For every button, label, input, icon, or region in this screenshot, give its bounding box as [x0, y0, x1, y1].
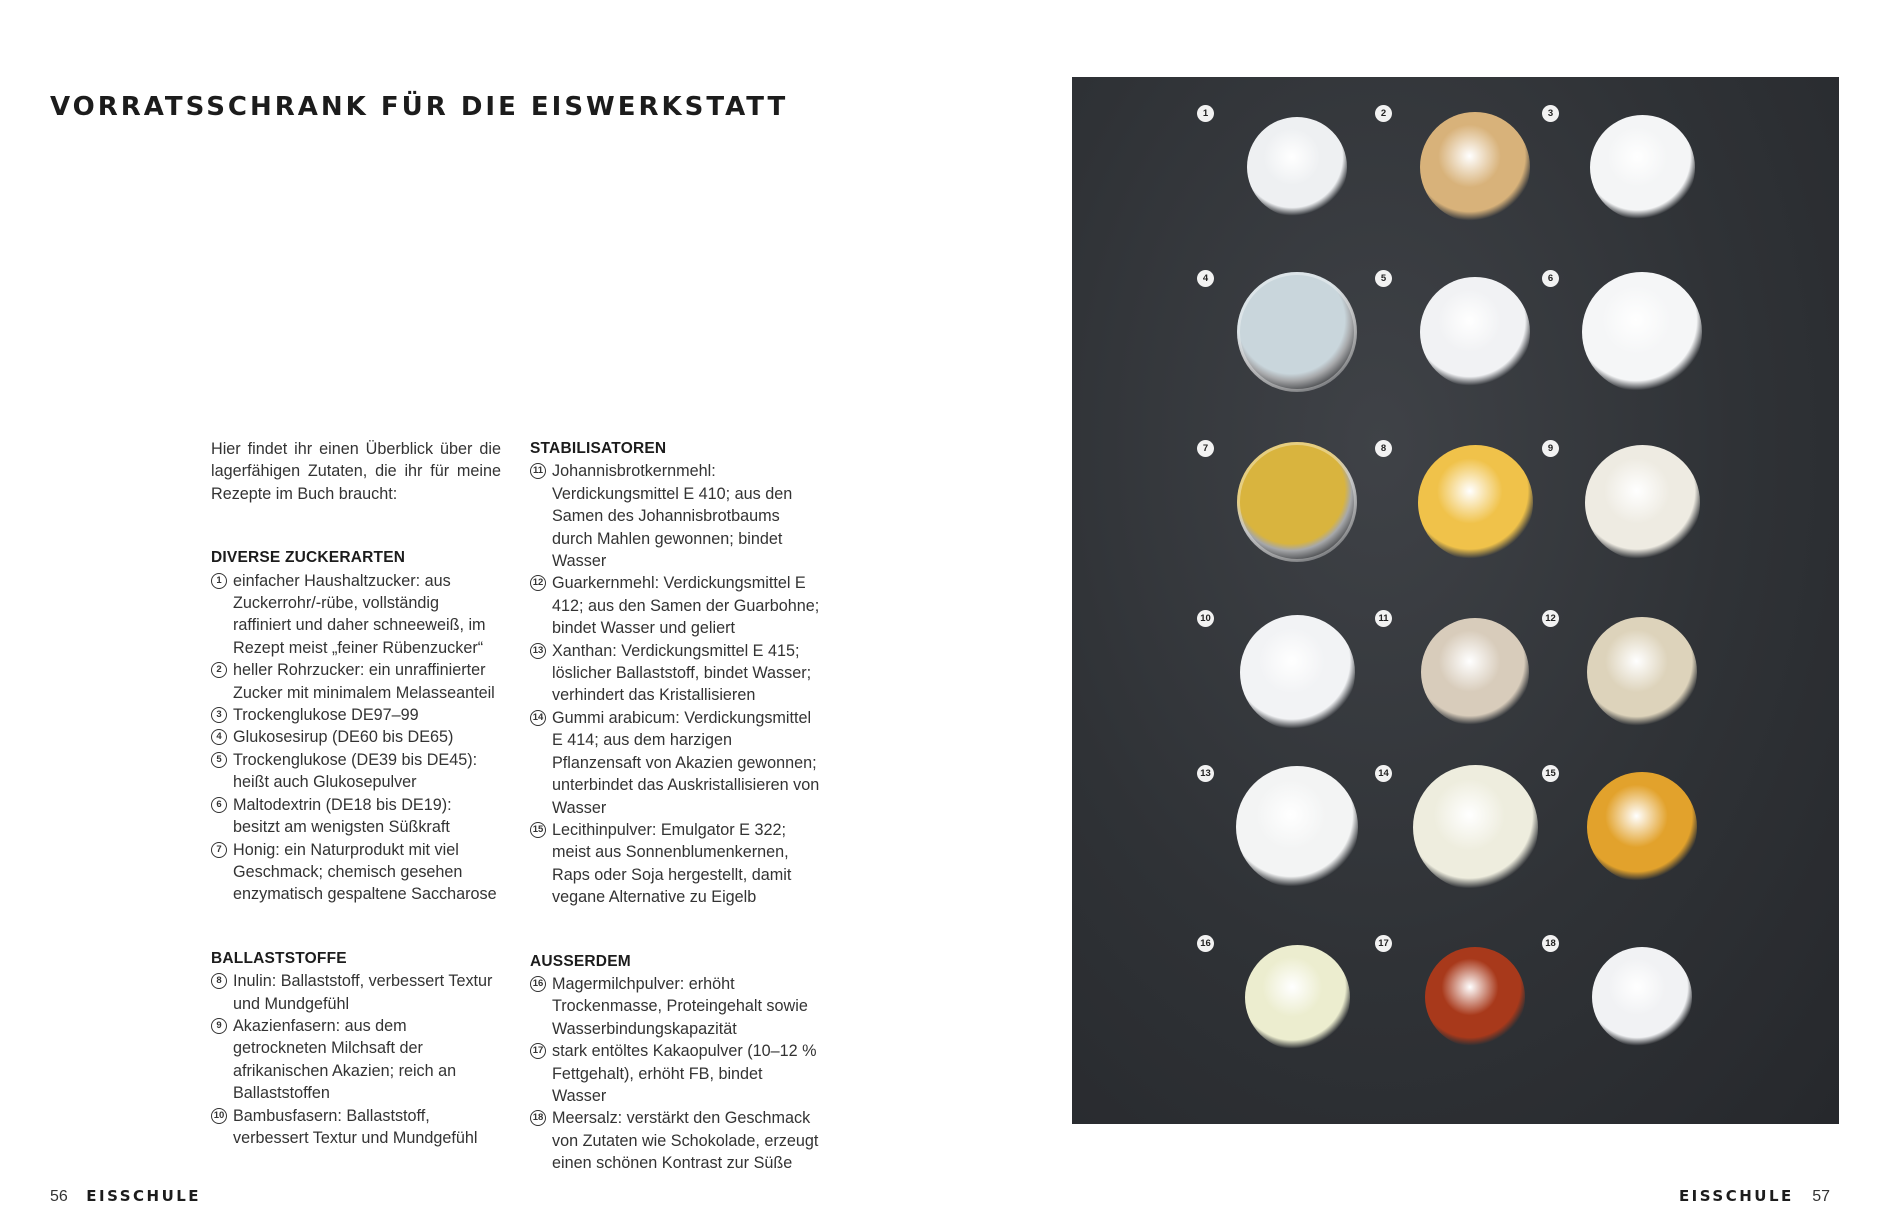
item-text: Honig: ein Naturprodukt mit viel Geschmack; chemisch gesehen enzymatisch gespaltene Saccharose	[233, 840, 497, 904]
ingredient-pile	[1236, 766, 1358, 888]
ingredient-pile	[1418, 445, 1533, 560]
item-text: Guarkernmehl: Verdickungsmittel E 412; aus den Samen der Guarbohne; bindet Wasser und geliert	[552, 574, 820, 638]
ingredient-pile	[1421, 618, 1529, 726]
list-item	[211, 659, 501, 704]
ingredient-number-badge: 10	[1197, 610, 1214, 627]
right-text-column	[530, 438, 820, 1175]
section-stabilisatoren	[530, 438, 820, 909]
item-number-badge: 11	[530, 463, 546, 479]
section-ausserdem	[530, 951, 820, 1175]
list-item	[530, 460, 820, 572]
ingredient-number-badge: 2	[1375, 105, 1392, 122]
page-number-left: 56	[50, 1188, 68, 1205]
footer-brand-right: EISSCHULE	[1678, 1187, 1794, 1205]
item-number-badge: 13	[530, 643, 546, 659]
ingredient-pile	[1590, 115, 1695, 220]
intro-text: Hier findet ihr einen Überblick über die lagerfähigen Zutaten, die ihr für meine Rezepte im Buch braucht:	[211, 440, 501, 503]
list-item	[211, 794, 501, 839]
ingredients-photo	[1072, 77, 1839, 1124]
ingredient-number-badge: 9	[1542, 440, 1559, 457]
list-item	[530, 1107, 820, 1174]
ingredient-pile	[1240, 615, 1355, 730]
item-text: Gummi arabicum: Verdickungsmittel E 414; aus dem harzigen Pflanzensaft von Akazien gewonnen; unterbindet das Auskristallisieren von Wasser	[552, 708, 820, 817]
item-number-badge: 10	[211, 1108, 227, 1124]
list-item	[211, 1105, 501, 1150]
item-text: heller Rohrzucker: ein unraffinierter Zucker mit minimalem Melasseanteil	[233, 661, 495, 702]
ingredient-number-badge: 12	[1542, 610, 1559, 627]
section-heading: BALLASTSTOFFE	[211, 949, 347, 967]
list-item	[211, 970, 501, 1015]
item-text: Akazienfasern: aus dem getrockneten Milchsaft der afrikanischen Akazien; reich an Ballaststoffen	[233, 1016, 457, 1103]
ingredient-number-badge: 1	[1197, 105, 1214, 122]
page-number-right: 57	[1812, 1188, 1830, 1205]
list-item	[211, 704, 501, 726]
ingredient-number-badge: 7	[1197, 440, 1214, 457]
ingredient-pile	[1592, 947, 1692, 1047]
ingredient-pile	[1582, 272, 1702, 392]
item-number-badge: 6	[211, 797, 227, 813]
ingredient-number-badge: 15	[1542, 765, 1559, 782]
list-item	[211, 1015, 501, 1105]
item-number-badge: 18	[530, 1110, 546, 1126]
list-item	[530, 973, 820, 1040]
page-title: VORRATSSCHRANK FÜR DIE EISWERKSTATT	[50, 92, 789, 122]
ingredient-pile	[1425, 947, 1525, 1047]
list-item	[211, 749, 501, 794]
item-text: Inulin: Ballaststoff, verbessert Textur und Mundgefühl	[233, 972, 493, 1013]
ingredient-number-badge: 16	[1197, 935, 1214, 952]
section-heading: AUSSERDEM	[530, 952, 631, 970]
ingredient-number-badge: 13	[1197, 765, 1214, 782]
ingredient-pile	[1247, 117, 1347, 217]
item-number-badge: 3	[211, 707, 227, 723]
list-item	[211, 839, 501, 906]
ingredient-number-badge: 18	[1542, 935, 1559, 952]
list-item	[530, 707, 820, 819]
item-text: Lecithinpulver: Emulgator E 322; meist aus Sonnenblumenkernen, Raps oder Soja hergestellt, damit vegane Alternative zu Eigelb	[552, 820, 792, 907]
item-number-badge: 9	[211, 1018, 227, 1034]
item-text: Meersalz: verstärkt den Geschmack von Zutaten wie Schokolade, erzeugt einen schönen Kontrast zur Süße	[552, 1109, 819, 1173]
item-text: stark entöltes Kakaopulver (10–12 % Fettgehalt), erhöht FB, bindet Wasser	[552, 1042, 817, 1105]
list-item	[530, 1040, 820, 1107]
item-text: Magermilchpulver: erhöht Trockenmasse, Proteingehalt sowie Wasserbindungskapazität	[552, 974, 808, 1038]
list-item	[530, 819, 820, 909]
list-item	[211, 726, 501, 748]
ingredient-number-badge: 8	[1375, 440, 1392, 457]
item-number-badge: 1	[211, 573, 227, 589]
item-number-badge: 5	[211, 752, 227, 768]
item-number-badge: 7	[211, 842, 227, 858]
item-number-badge: 17	[530, 1043, 546, 1059]
item-text: Bambusfasern: Ballaststoff, verbessert Textur und Mundgefühl	[233, 1106, 478, 1147]
item-number-badge: 8	[211, 973, 227, 989]
list-item	[530, 640, 820, 707]
ingredient-pile	[1587, 772, 1697, 882]
ingredient-pile	[1245, 945, 1350, 1050]
footer-brand-left: EISSCHULE	[86, 1187, 202, 1205]
list-item	[530, 572, 820, 639]
section-heading: DIVERSE ZUCKERARTEN	[211, 549, 406, 567]
ingredient-number-badge: 4	[1197, 270, 1214, 287]
item-text: Johannisbrotkernmehl: Verdickungsmittel E 410; aus den Samen des Johannisbrotbaums durch Mahlen gewonnen; bindet Wasser	[552, 462, 793, 571]
ingredient-number-badge: 17	[1375, 935, 1392, 952]
item-text: Trockenglukose DE97–99	[233, 706, 419, 725]
footer-left	[50, 1187, 201, 1206]
ingredient-pile	[1420, 112, 1530, 222]
item-text: Maltodextrin (DE18 bis DE19): besitzt am wenigsten Süßkraft	[233, 795, 452, 837]
ingredient-number-badge: 14	[1375, 765, 1392, 782]
item-number-badge: 16	[530, 976, 546, 992]
list-item	[211, 570, 501, 660]
item-text: Glukosesirup (DE60 bis DE65)	[233, 728, 454, 747]
ingredient-pile	[1237, 442, 1357, 562]
ingredient-pile	[1237, 272, 1357, 392]
ingredient-pile	[1420, 277, 1530, 387]
item-text: Xanthan: Verdickungsmittel E 415; löslicher Ballaststoff, bindet Wasser; verhindert das Kristallisieren	[552, 641, 812, 705]
item-text: Trockenglukose (DE39 bis DE45): heißt auch Glukosepulver	[233, 750, 478, 792]
item-text: einfacher Haushaltzucker: aus Zuckerrohr/-rübe, vollständig raffiniert und daher schneeweiß, im Rezept meist „feiner Rübenzucker“	[233, 571, 486, 657]
section-heading: STABILISATOREN	[530, 440, 667, 457]
ingredient-pile	[1587, 617, 1697, 727]
item-number-badge: 14	[530, 710, 546, 726]
ingredient-number-badge: 5	[1375, 270, 1392, 287]
section-zuckerarten	[211, 547, 501, 906]
ingredient-number-badge: 11	[1375, 610, 1392, 627]
section-ballaststoffe	[211, 948, 501, 1150]
item-number-badge: 4	[211, 729, 227, 745]
ingredient-number-badge: 6	[1542, 270, 1559, 287]
footer-right	[1679, 1187, 1830, 1206]
item-number-badge: 15	[530, 822, 546, 838]
ingredient-pile	[1413, 765, 1538, 890]
item-number-badge: 2	[211, 662, 227, 678]
item-number-badge: 12	[530, 575, 546, 591]
left-text-column	[211, 438, 501, 1149]
ingredient-pile	[1585, 445, 1700, 560]
ingredient-number-badge: 3	[1542, 105, 1559, 122]
